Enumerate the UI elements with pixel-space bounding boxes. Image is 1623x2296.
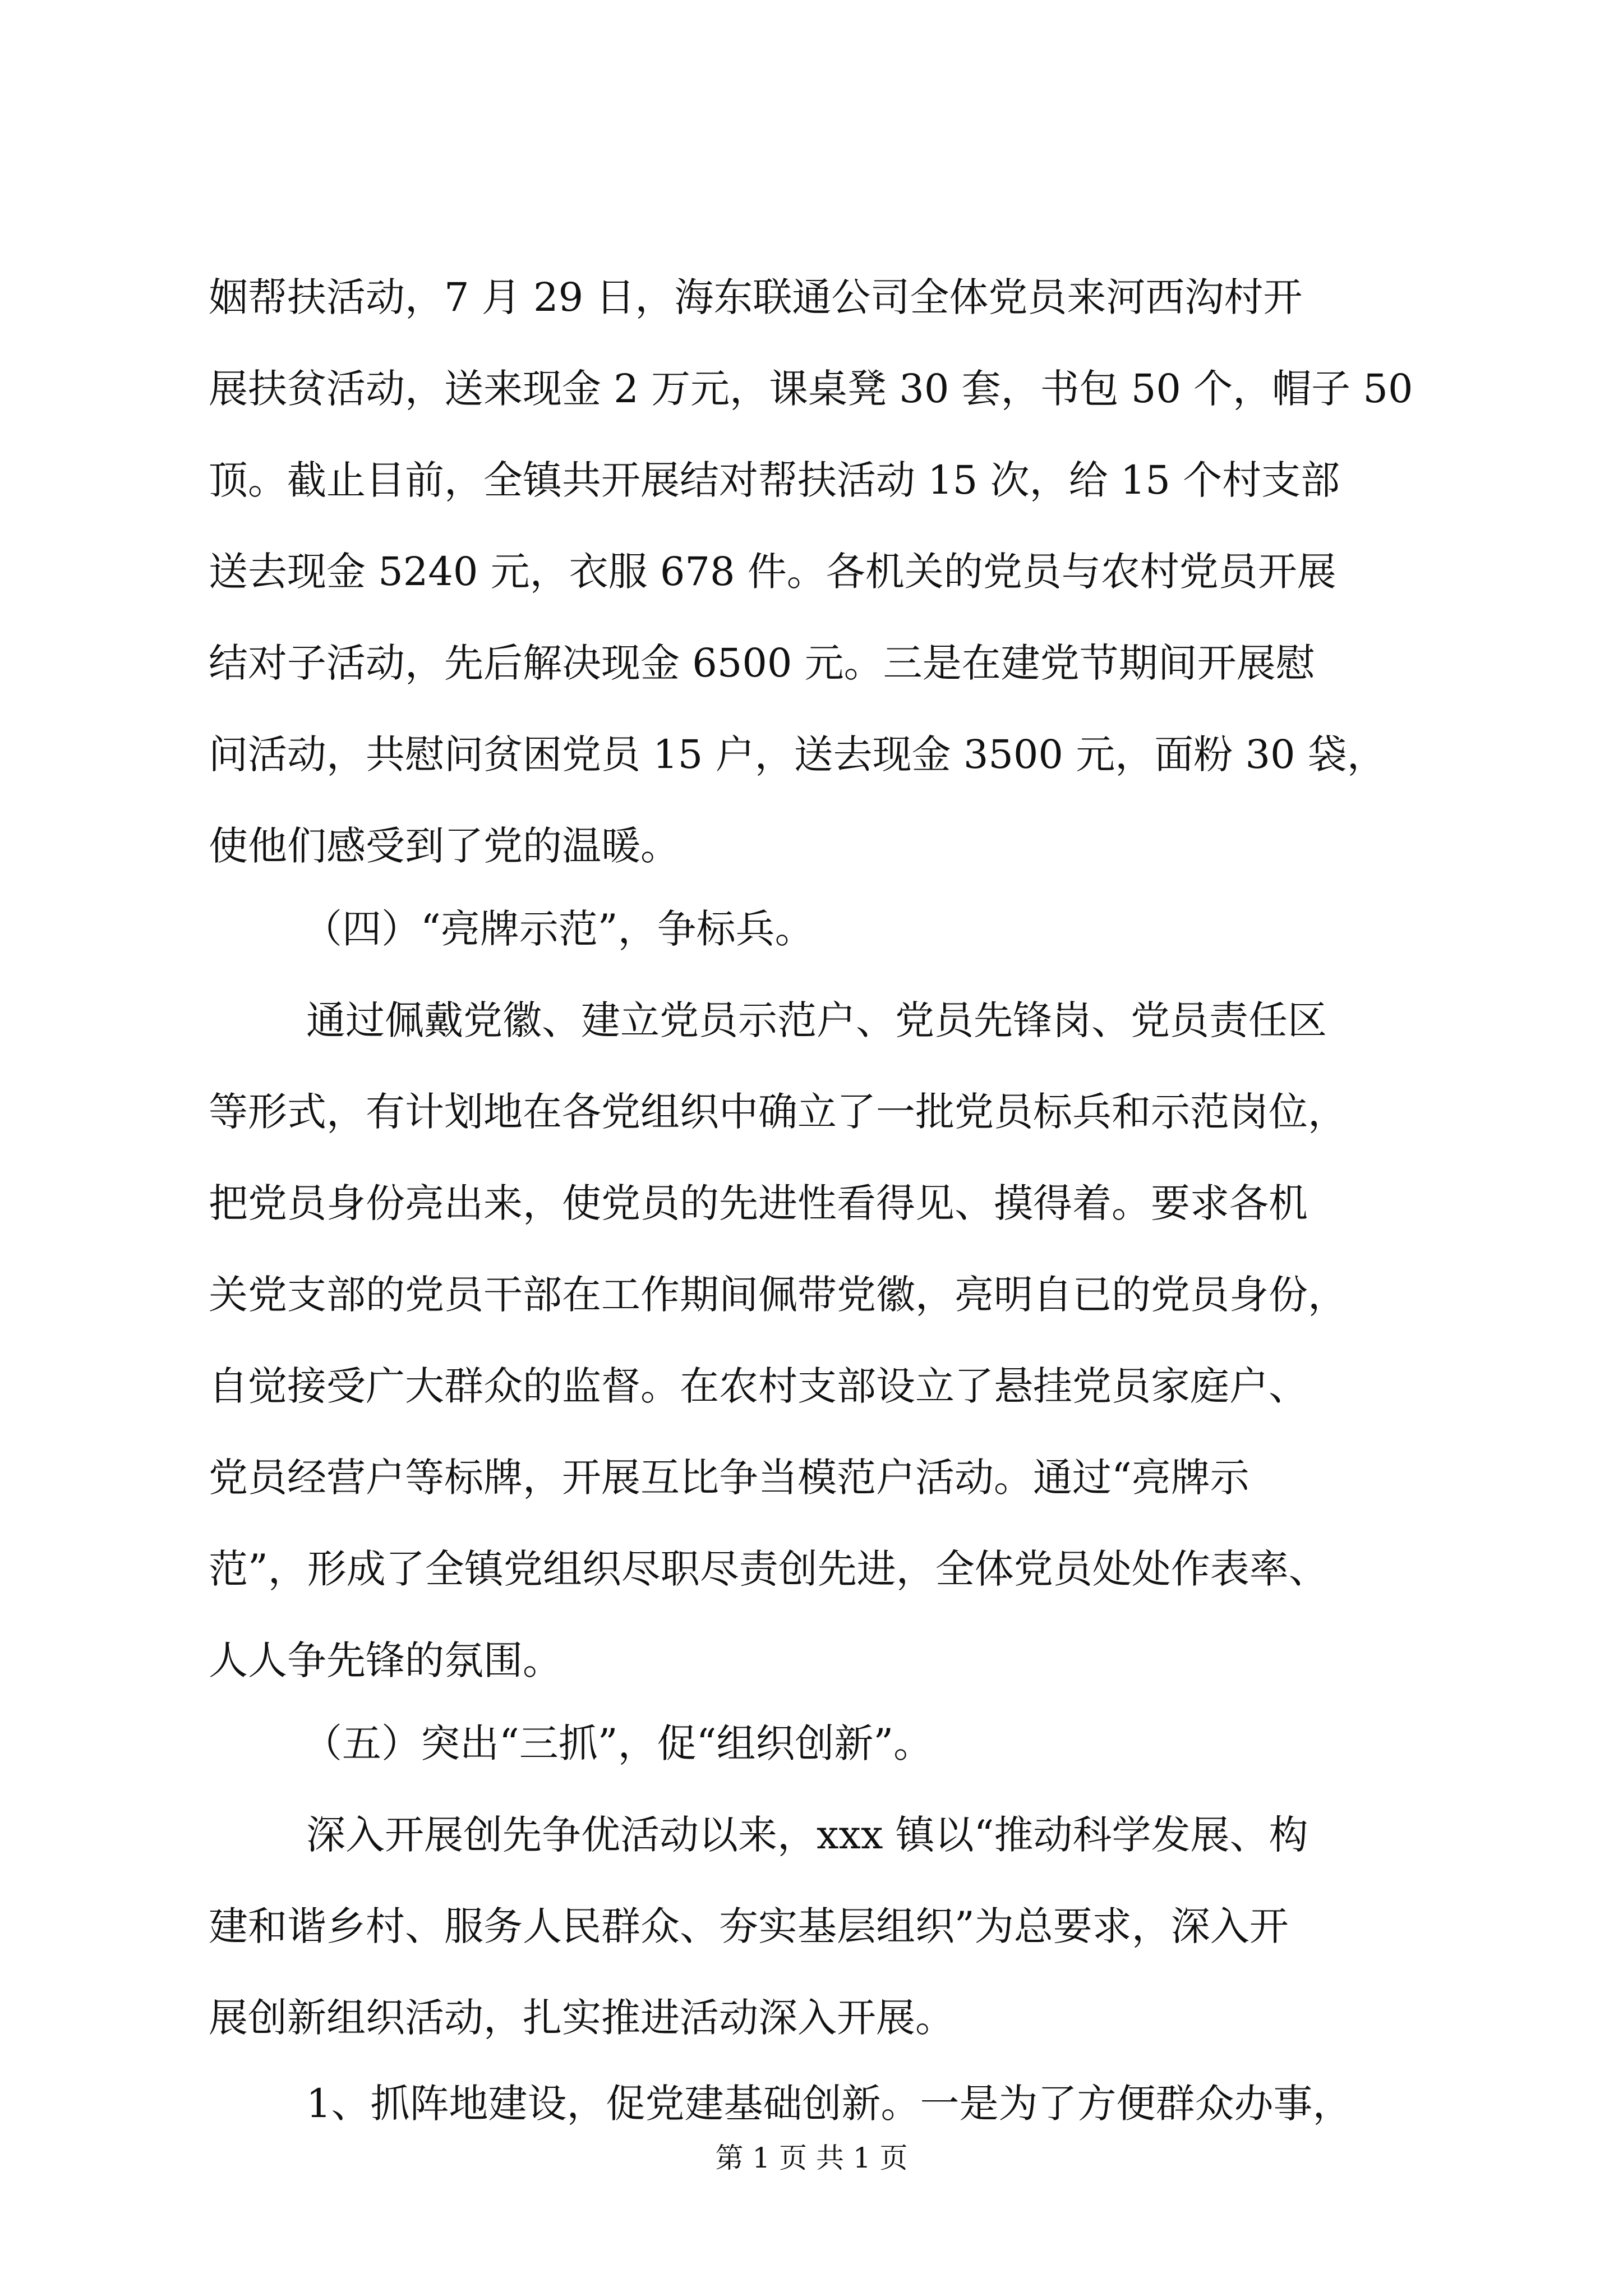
line-text: 自觉接受广大群众的监督。在农村支部设立了悬挂党员家庭户、 xyxy=(209,1363,1308,1409)
paragraph-line xyxy=(0,1262,1623,1327)
paragraph-line xyxy=(0,1171,1623,1236)
line-text: 深入开展创先争优活动以来，xxx 镇以“推动科学发展、构 xyxy=(306,1812,1308,1858)
line-text: 使他们感受到了党的温暖。 xyxy=(209,823,680,869)
section-heading xyxy=(0,896,1623,961)
paragraph-line xyxy=(0,1894,1623,1959)
paragraph-line xyxy=(0,1354,1623,1419)
line-text: 问活动，共慰问贫困党员 15 户，送去现金 3500 元，面粉 30 袋， xyxy=(209,731,1386,777)
line-text: 范”，形成了全镇党组织尽职尽责创先进，全体党员处处作表率、 xyxy=(209,1546,1328,1592)
line-text: 展创新组织活动，扎实推进活动深入开展。 xyxy=(209,1995,955,2041)
line-text: 送去现金 5240 元，衣服 678 件。各机关的党员与农村党员开展 xyxy=(209,549,1336,595)
section-heading-text: （五）突出“三抓”，促“组织创新”。 xyxy=(303,1720,933,1766)
section-heading xyxy=(0,1711,1623,1776)
paragraph-line xyxy=(0,1628,1623,1693)
paragraph-line xyxy=(0,1079,1623,1144)
paragraph-line xyxy=(0,356,1623,421)
paragraph-line xyxy=(0,813,1623,878)
paragraph-line xyxy=(0,631,1623,696)
paragraph-line xyxy=(0,1445,1623,1510)
line-text: 关党支部的党员干部在工作期间佩带党徽，亮明自已的党员身份， xyxy=(209,1272,1347,1318)
line-text: 通过佩戴党徽、建立党员示范户、党员先锋岗、党员责任区 xyxy=(306,997,1327,1043)
line-text: 把党员身份亮出来，使党员的先进性看得见、摸得着。要求各机 xyxy=(209,1180,1308,1226)
section-heading-text: （四）“亮牌示范”，争标兵。 xyxy=(303,906,814,952)
paragraph-line xyxy=(0,1802,1623,1867)
paragraph-line xyxy=(0,2071,1623,2136)
line-text: 1、抓阵地建设，促党建基础创新。一是为了方便群众办事， xyxy=(306,2081,1352,2127)
line-text: 展扶贫活动，送来现金 2 万元，课桌凳 30 套，书包 50 个，帽子 50 xyxy=(209,366,1413,412)
page-footer: 第 1 页 共 1 页 xyxy=(715,2142,908,2174)
paragraph-line xyxy=(0,265,1623,330)
line-text: 结对子活动，先后解决现金 6500 元。三是在建党节期间开展慰 xyxy=(209,640,1315,686)
paragraph-line xyxy=(0,1536,1623,1602)
line-text: 党员经营户等标牌，开展互比争当模范户活动。通过“亮牌示 xyxy=(209,1455,1249,1501)
line-text: 顶。截止目前，全镇共开展结对帮扶活动 15 次，给 15 个村支部 xyxy=(209,457,1340,503)
line-text: 建和谐乡村、服务人民群众、夯实基层组织”为总要求，深入开 xyxy=(209,1903,1289,1949)
paragraph-line xyxy=(0,722,1623,787)
paragraph-line xyxy=(0,988,1623,1053)
line-text: 人人争先锋的氛围。 xyxy=(209,1637,562,1683)
paragraph-line xyxy=(0,539,1623,604)
paragraph-line xyxy=(0,1985,1623,2050)
line-text: 姻帮扶活动，7 月 29 日，海东联通公司全体党员来河西沟村开 xyxy=(209,274,1303,320)
line-text: 等形式，有计划地在各党组织中确立了一批党员标兵和示范岗位， xyxy=(209,1089,1347,1135)
paragraph-line xyxy=(0,448,1623,513)
